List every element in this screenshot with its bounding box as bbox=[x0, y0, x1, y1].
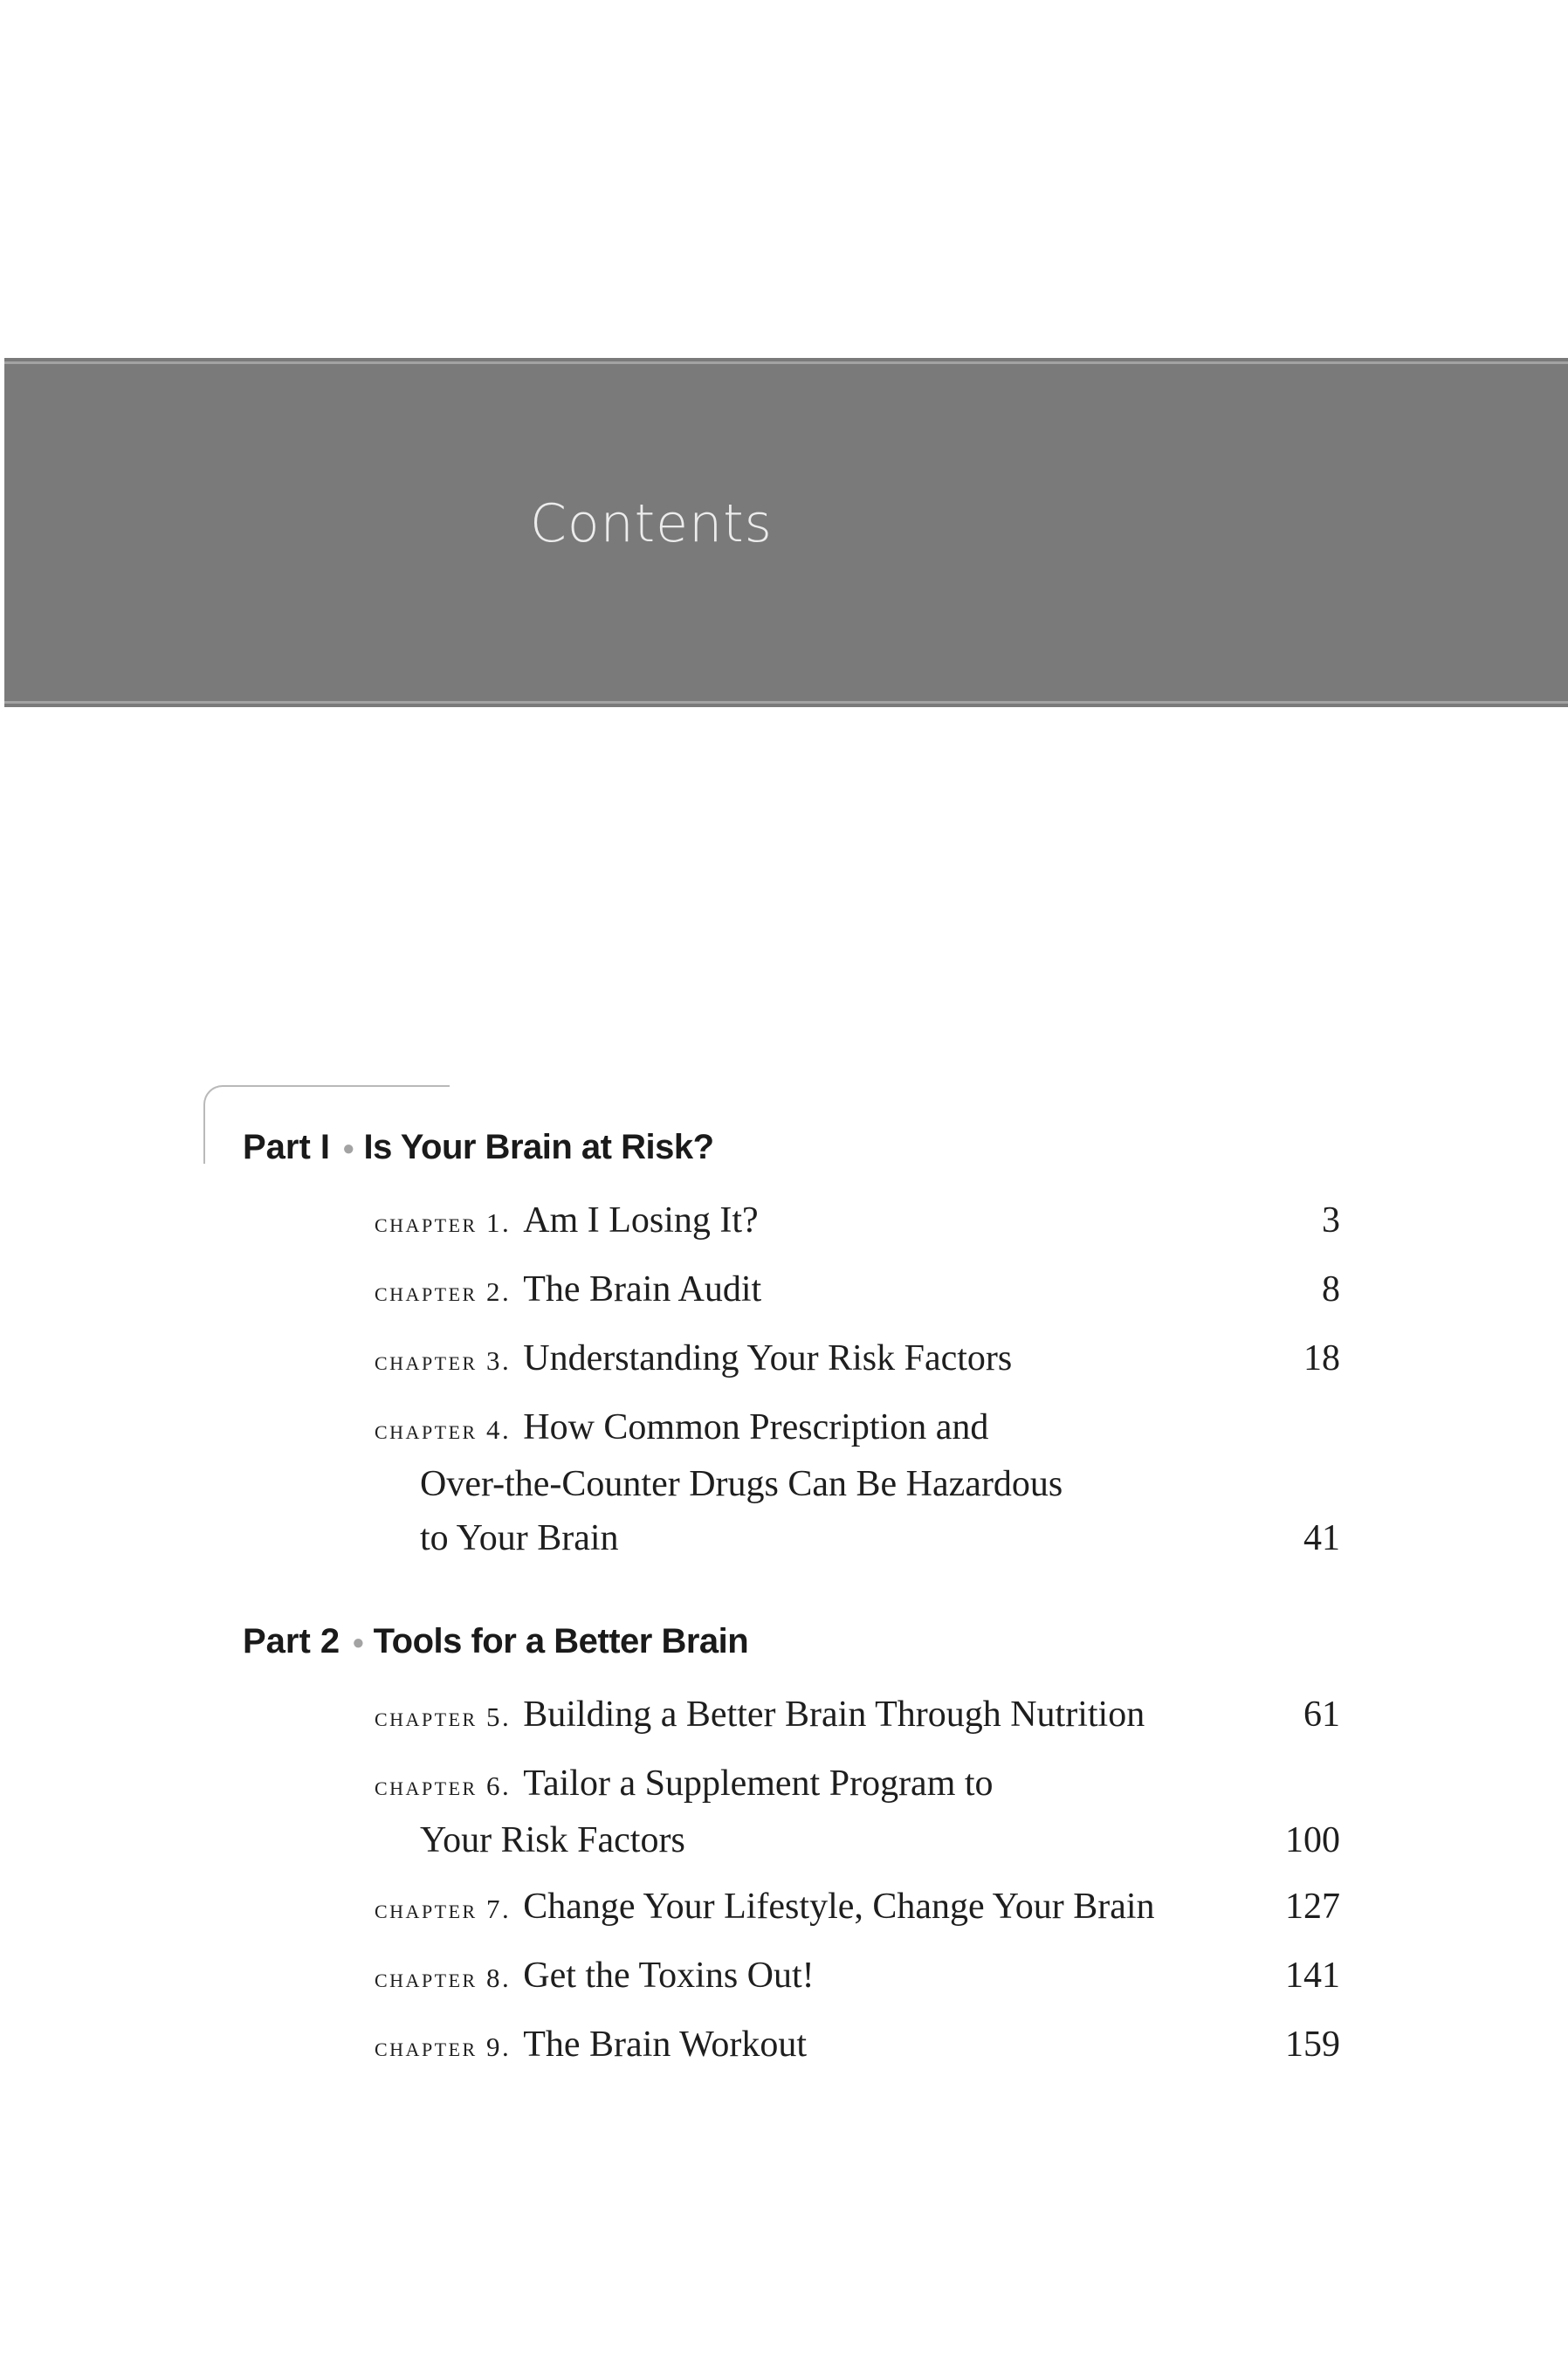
contents-banner bbox=[4, 358, 1568, 707]
page-number: 100 bbox=[1285, 1820, 1340, 1860]
bullet-dot-icon: ● bbox=[352, 1631, 365, 1655]
part-1-heading bbox=[243, 1128, 714, 1167]
chapter-title-continued: Over-the-Counter Drugs Can Be Hazardous bbox=[420, 1464, 1063, 1504]
chapter-label: chapter 2. bbox=[375, 1276, 512, 1307]
page-number: 3 bbox=[1322, 1200, 1340, 1241]
chapter-title: Am I Losing It? bbox=[523, 1200, 759, 1241]
chapter-label: chapter 8. bbox=[375, 1963, 512, 1993]
chapter-label: chapter 5. bbox=[375, 1701, 512, 1732]
part-1-title: Is Your Brain at Risk? bbox=[363, 1128, 714, 1166]
chapter-title-continued: Your Risk Factors bbox=[420, 1820, 685, 1860]
banner-bottom-rule bbox=[4, 701, 1568, 704]
toc-entry-chapter-4[interactable] bbox=[375, 1400, 1340, 1565]
page-number: 141 bbox=[1285, 1956, 1340, 1996]
page-number: 18 bbox=[1303, 1338, 1340, 1378]
chapter-title: Change Your Lifestyle, Change Your Brain bbox=[523, 1887, 1155, 1927]
chapter-label: chapter 7. bbox=[375, 1894, 512, 1924]
chapter-label: chapter 6. bbox=[375, 1770, 512, 1801]
part-2-label: Part 2 bbox=[243, 1622, 340, 1660]
bullet-dot-icon: ● bbox=[342, 1137, 355, 1161]
page-number: 61 bbox=[1303, 1695, 1340, 1735]
toc-entry-chapter-2[interactable] bbox=[375, 1262, 1340, 1319]
part-1-label: Part I bbox=[243, 1128, 331, 1166]
toc-entry-chapter-7[interactable] bbox=[375, 1880, 1340, 1936]
part-2-title: Tools for a Better Brain bbox=[373, 1622, 749, 1660]
chapter-label: chapter 1. bbox=[375, 1207, 512, 1238]
chapter-title: Building a Better Brain Through Nutrition bbox=[523, 1695, 1145, 1735]
page-number: 127 bbox=[1285, 1887, 1340, 1927]
toc-entry-chapter-5[interactable] bbox=[375, 1688, 1340, 1744]
chapter-label: chapter 4. bbox=[375, 1414, 512, 1445]
page-number: 41 bbox=[1303, 1518, 1340, 1558]
toc-entry-chapter-9[interactable] bbox=[375, 2018, 1340, 2074]
page-title: Contents bbox=[530, 493, 773, 554]
chapter-title: Tailor a Supplement Program to bbox=[523, 1763, 994, 1804]
toc-entry-chapter-6[interactable] bbox=[375, 1756, 1340, 1867]
chapter-title-continued: to Your Brain bbox=[420, 1518, 619, 1558]
page-number: 8 bbox=[1322, 1269, 1340, 1310]
chapter-title: Understanding Your Risk Factors bbox=[523, 1338, 1013, 1378]
banner-top-rule bbox=[4, 361, 1568, 364]
toc-entry-chapter-3[interactable] bbox=[375, 1331, 1340, 1388]
part-2-heading bbox=[243, 1622, 748, 1661]
toc-entry-chapter-1[interactable] bbox=[375, 1193, 1340, 1250]
chapter-label: chapter 3. bbox=[375, 1345, 512, 1376]
page-number: 159 bbox=[1285, 2025, 1340, 2065]
toc-entry-chapter-8[interactable] bbox=[375, 1949, 1340, 2005]
chapter-title: Get the Toxins Out! bbox=[523, 1956, 815, 1996]
chapter-title: The Brain Workout bbox=[523, 2025, 808, 2065]
chapter-title: The Brain Audit bbox=[523, 1269, 762, 1310]
chapter-title: How Common Prescription and bbox=[523, 1407, 989, 1447]
chapter-label: chapter 9. bbox=[375, 2031, 512, 2062]
